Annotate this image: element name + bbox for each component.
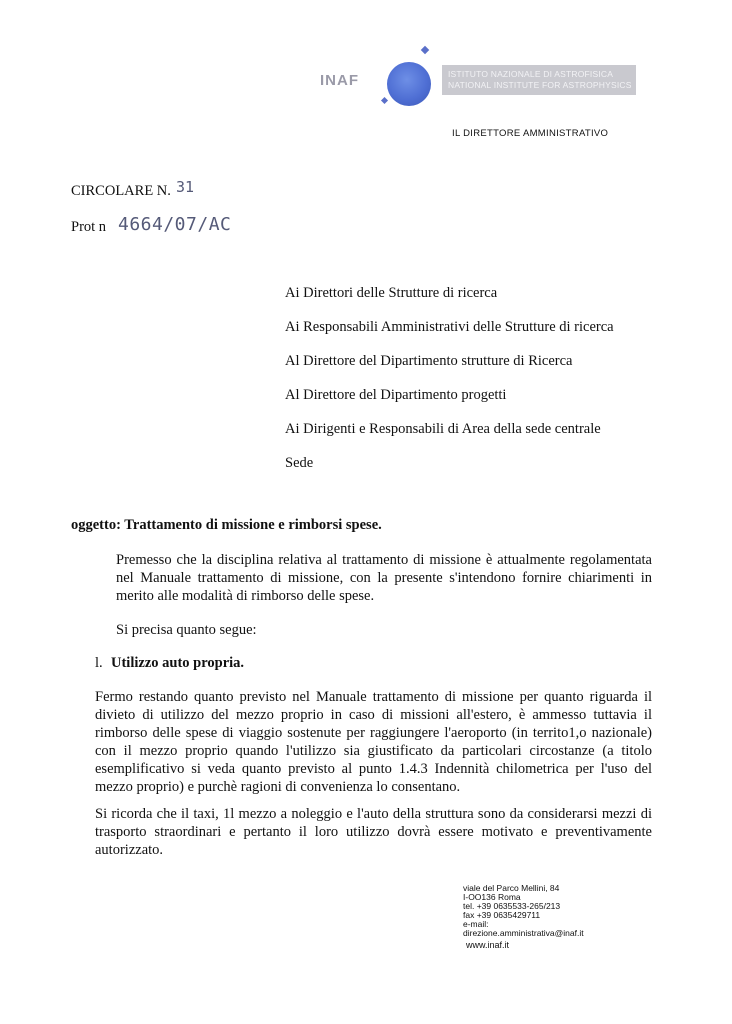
subject-line: oggetto: Trattamento di missione e rimborsi spese. <box>71 517 382 533</box>
recipient-item: Ai Dirigenti e Responsabili di Area della sede centrale <box>285 421 601 437</box>
recipient-item: Al Direttore del Dipartimento progetti <box>285 387 507 403</box>
footer-email: direzione.amministrativa@inaf.it <box>463 928 584 938</box>
logo-banner <box>442 65 636 95</box>
footer-address-block <box>463 884 584 938</box>
section-number: l. <box>95 655 103 671</box>
recipient-item: Sede <box>285 455 314 471</box>
logo-diamond-icon <box>421 46 429 54</box>
footer-fax: fax +39 0635429711 <box>463 910 541 920</box>
logo-line-english: NATIONAL INSTITUTE FOR ASTROPHYSICS <box>448 80 632 90</box>
footer-website: www.inaf.it <box>466 940 510 950</box>
circolare-number: 31 <box>176 178 195 196</box>
recipient-item: Ai Direttori delle Strutture di ricerca <box>285 285 498 301</box>
logo-sphere-icon <box>387 62 431 106</box>
specify-line: Si precisa quanto segue: <box>116 622 257 638</box>
footer-tel: tel. +39 0635533-265/213 <box>463 901 561 911</box>
premise-paragraph <box>71 551 652 605</box>
logo-line-italian: ISTITUTO NAZIONALE DI ASTROFISICA <box>448 69 614 79</box>
recipient-item: Al Direttore del Dipartimento strutture di Ricerca <box>285 353 573 369</box>
footer-email-label: e-mail: <box>463 919 489 929</box>
section-paragraph-2: Si ricorda che il taxi, 1l mezzo a noleggio e l'auto della struttura sono da considerarsi mezzi di trasporto straordinari e pertanto il loro utilizzo dovrà essere motivato e preventivamente autorizzato. <box>95 806 652 858</box>
recipients-list <box>285 284 705 488</box>
circolare-label: CIRCOLARE N. <box>71 183 171 199</box>
recipient-item: Ai Responsabili Amministrativi delle Strutture di ricerca <box>285 319 614 335</box>
premise-text: Premesso che la disciplina relativa al trattamento di missione è attualmente regolamentata nel Manuale trattamento di missione, con la presente s'intendono fornire chiarimenti in merito alle modalità di rimborso delle spese. <box>116 552 652 604</box>
logo-diamond-small-icon <box>381 97 388 104</box>
footer-city: I-OO136 Roma <box>463 892 521 902</box>
protocol-number: 4664/07/AC <box>118 214 232 235</box>
header-role: IL DIRETTORE AMMINISTRATIVO <box>452 128 609 139</box>
section-title: Utilizzo auto propria. <box>111 655 245 671</box>
protocol-label: Prot n <box>71 219 107 235</box>
section-paragraph: Fermo restando quanto previsto nel Manuale trattamento di missione per quanto riguarda il divieto di utilizzo del mezzo proprio in caso di missioni all'estero, è ammesso tuttavia il rimborso delle spese di viaggio sostenute per raggiungere l'aeroporto (in territo1,o nazionale) con il mezzo proprio quando l'utilizzo sia giustificato da particolari circostanze (a titolo esemplificativo si veda quanto previsto al punto 1.4.3 Indennità chilometrica per l'uso del mezzo proprio) e purchè ragioni di convenienza lo consentano. <box>95 689 652 795</box>
logo-wordmark: INAF <box>320 72 359 89</box>
footer-address: viale del Parco Mellini, 84 <box>463 883 560 893</box>
